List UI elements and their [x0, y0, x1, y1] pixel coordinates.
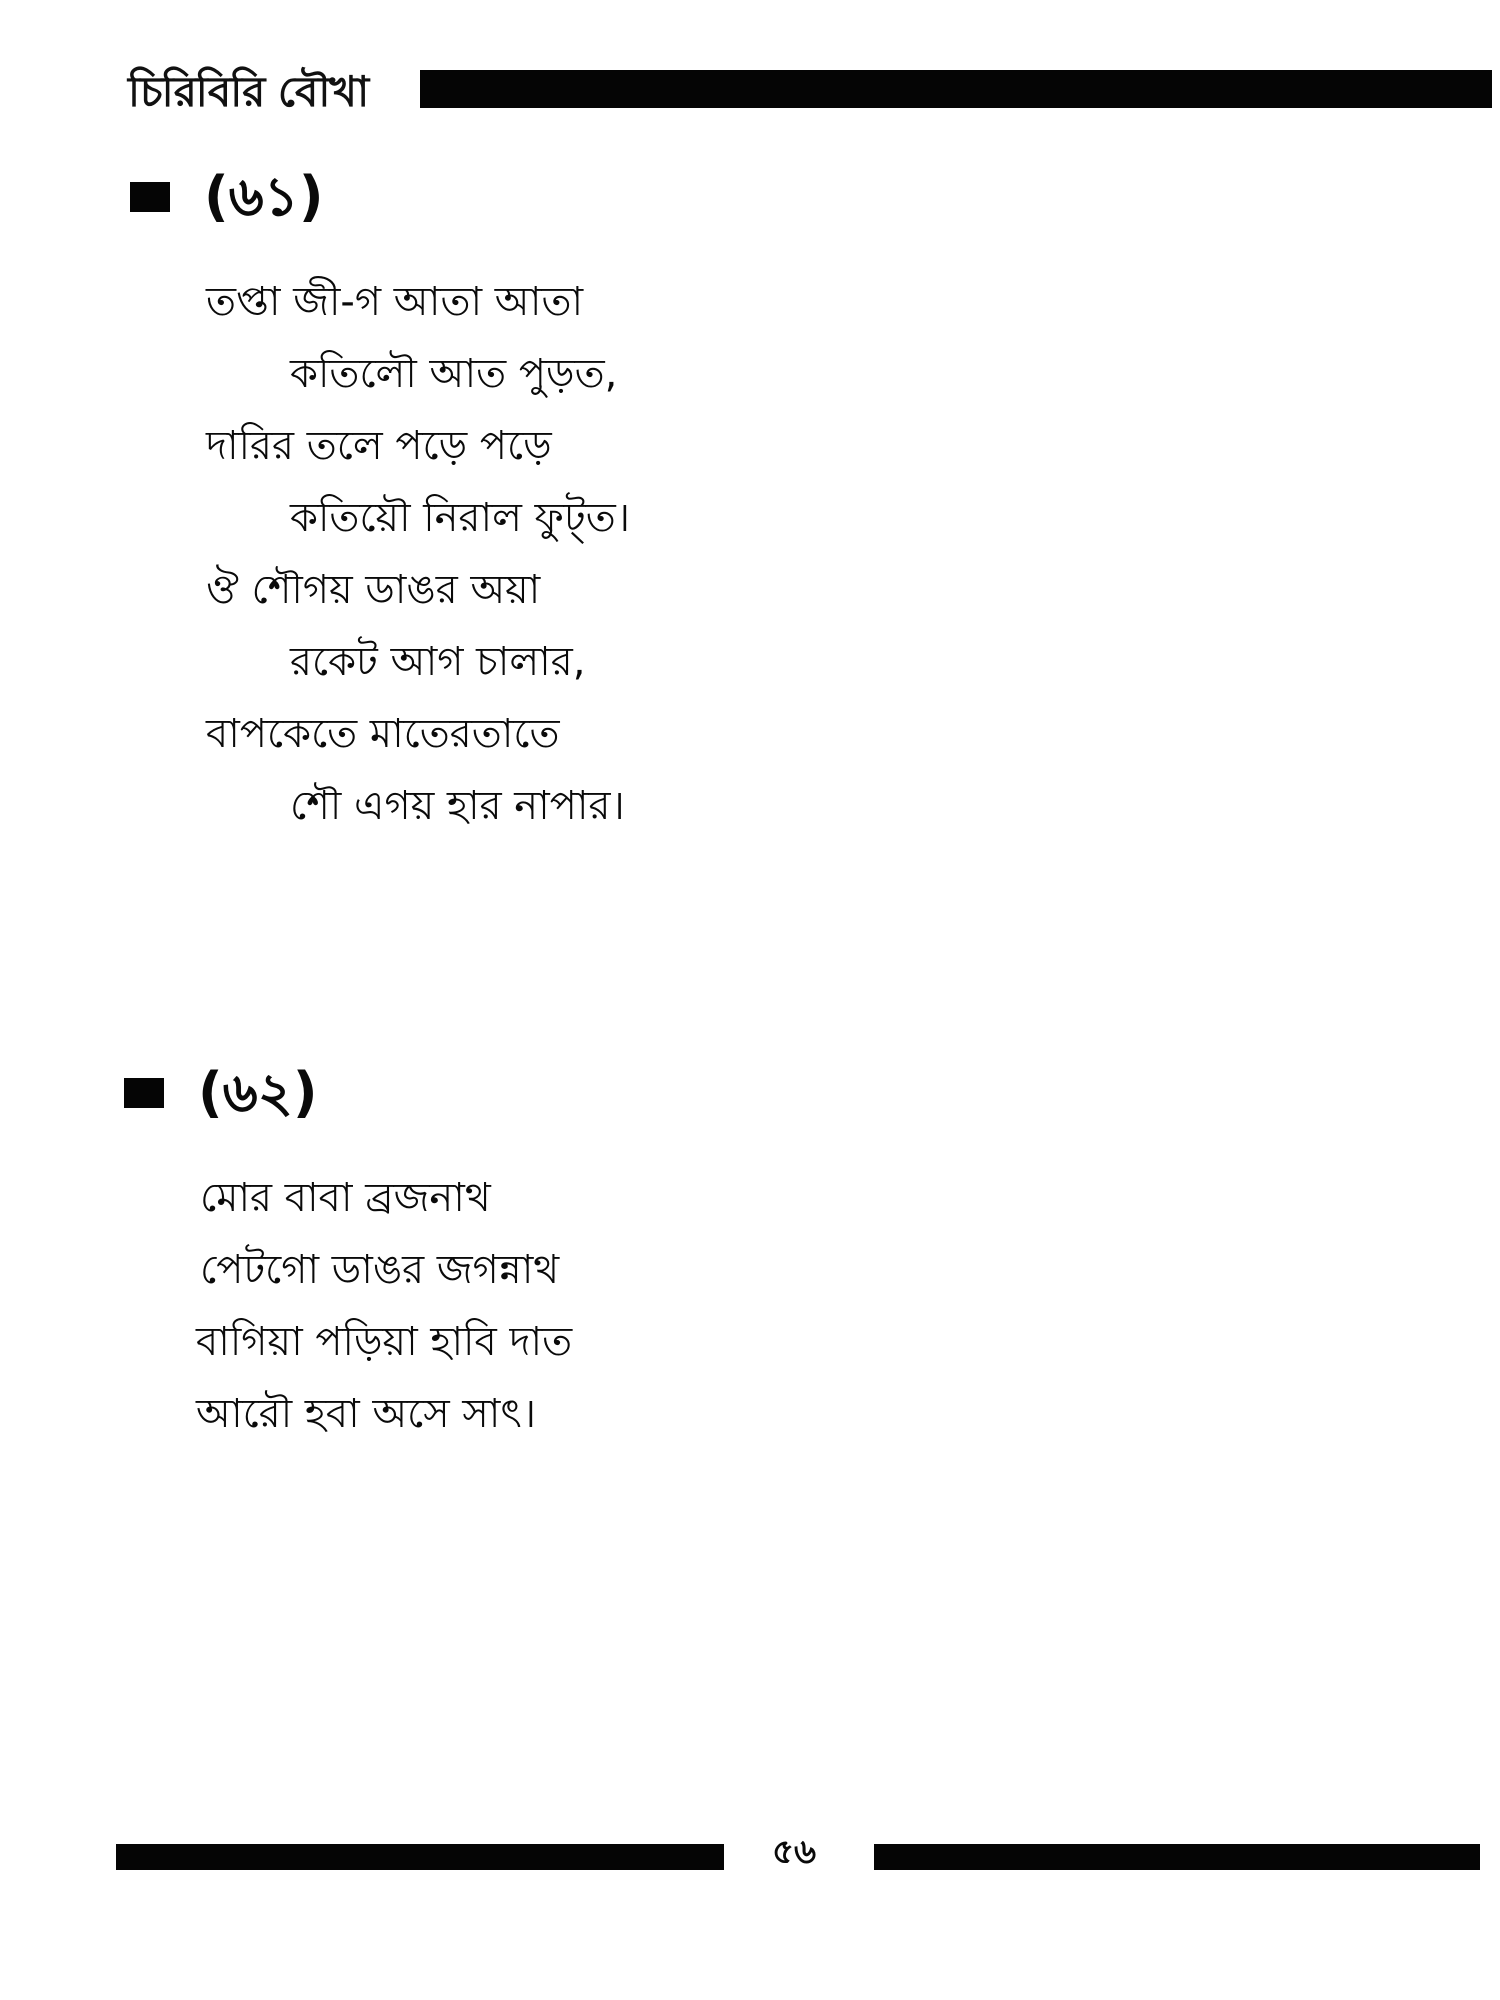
header-rule	[420, 70, 1492, 108]
verse-line: কতিলৌ আত পুড়ত,	[290, 351, 618, 397]
poem-number: (৬১)	[204, 165, 324, 228]
verse-line: বাপকেতে মাতেরতাতে	[206, 711, 560, 757]
page-number: ৫৬	[772, 1832, 817, 1872]
verse-line: শৌ এগয় হার নাপার।	[290, 783, 625, 829]
running-header-title: চিরিবিরি বৌখা	[128, 67, 369, 116]
footer-rule-left	[116, 1844, 724, 1870]
bullet-square-icon	[130, 182, 170, 212]
footer-rule-right	[874, 1844, 1480, 1870]
verse-line: আরৌ হবা অসে সাৎ।	[196, 1391, 537, 1437]
verse-line: দারির তলে পড়ে পড়ে	[206, 423, 552, 469]
verse-line: তপ্তা জী-গ আতা আতা	[206, 279, 584, 325]
verse-line: পেটগো ডাঙর জগন্নাথ	[200, 1247, 560, 1293]
bullet-square-icon	[124, 1078, 164, 1108]
verse-line: ঔ শৌগয় ডাঙর অয়া	[206, 567, 541, 613]
verse-line: রকেট আগ চালার,	[290, 639, 586, 685]
verse-line: কতিয়ৌ নিরাল ফুট্‌ত।	[290, 495, 631, 541]
verse-line: বাগিয়া পড়িয়া হাবি দাত	[196, 1319, 573, 1365]
poem-number: (৬২)	[198, 1061, 318, 1124]
poem-heading-61	[130, 162, 324, 232]
poem-heading-62	[124, 1058, 318, 1128]
verse-line: মোর বাবা ব্রজনাথ	[200, 1175, 491, 1221]
